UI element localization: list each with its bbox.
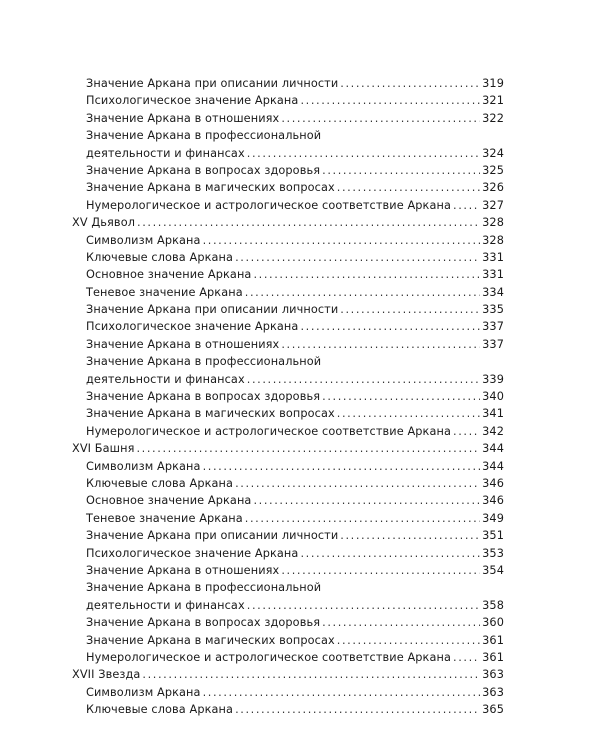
toc-leader-dots xyxy=(245,284,480,301)
toc-entry xyxy=(72,371,504,388)
toc-entry-title: Ключевые слова Аркана xyxy=(86,250,234,264)
toc-entry xyxy=(72,75,504,92)
toc-entry xyxy=(72,684,504,701)
toc-leader-dots xyxy=(247,371,480,388)
toc-entry-title: Значение Аркана в профессиональной xyxy=(86,129,322,143)
toc-entry xyxy=(72,127,504,144)
toc-leader-dots xyxy=(247,597,480,614)
toc-leader-dots xyxy=(203,684,481,701)
toc-entry xyxy=(72,614,504,631)
toc-entry-title: Символизм Аркана xyxy=(86,685,201,699)
toc-entry xyxy=(72,232,504,249)
toc-entry xyxy=(72,492,504,509)
toc-entry-title: Значение Аркана в вопросах здоровья xyxy=(86,390,321,404)
toc-page-number: 358 xyxy=(482,598,504,612)
toc-leader-dots xyxy=(322,614,480,631)
toc-entry-title: Значение Аркана в отношениях xyxy=(86,337,280,351)
toc-leader-dots xyxy=(337,632,480,649)
toc-leader-dots xyxy=(281,336,480,353)
toc-entry xyxy=(72,597,504,614)
toc-entry xyxy=(72,162,504,179)
toc-leader-dots xyxy=(235,249,480,266)
toc-entry-title: Значение Аркана в профессиональной xyxy=(86,581,322,595)
toc-chapter-entry xyxy=(72,440,504,457)
toc-leader-dots xyxy=(340,527,480,544)
toc-leader-dots xyxy=(253,492,480,509)
toc-leader-dots xyxy=(322,162,480,179)
toc-entry-title: Значение Аркана в вопросах здоровья xyxy=(86,616,321,630)
toc-entry xyxy=(72,179,504,196)
toc-entry-title: Значение Аркана в магических вопросах xyxy=(86,407,335,421)
toc-entry xyxy=(72,475,504,492)
toc-entry xyxy=(72,301,504,318)
toc-leader-dots xyxy=(337,179,480,196)
toc-entry xyxy=(72,266,504,283)
toc-page-number: 346 xyxy=(482,476,504,490)
toc-page-number: 321 xyxy=(482,94,504,108)
toc-page-number: 360 xyxy=(482,616,504,630)
toc-entry xyxy=(72,336,504,353)
toc-entry xyxy=(72,405,504,422)
toc-page-number: 326 xyxy=(482,181,504,195)
toc-entry-title: Значение Аркана при описании личности xyxy=(86,303,339,317)
toc-leader-dots xyxy=(300,318,480,335)
toc-entry-title: Психологическое значение Аркана xyxy=(86,94,299,108)
toc-page-number: 342 xyxy=(482,424,504,438)
toc-entry-title: Основное значение Аркана xyxy=(86,494,252,508)
toc-entry-title: Значение Аркана при описании личности xyxy=(86,77,339,90)
toc-leader-dots xyxy=(453,197,480,214)
toc-leader-dots xyxy=(235,701,480,718)
toc-entry-title: Нумерологическое и астрологическое соответствие Аркана xyxy=(86,650,451,664)
toc-page-number: 353 xyxy=(482,546,504,560)
toc-entry xyxy=(72,545,504,562)
toc-entry-title: Значение Аркана в отношениях xyxy=(86,111,280,125)
table-of-contents xyxy=(72,75,504,718)
toc-page-number: 331 xyxy=(482,250,504,264)
toc-leader-dots xyxy=(453,423,480,440)
toc-page-number: 339 xyxy=(482,372,504,386)
toc-entry-title: Символизм Аркана xyxy=(86,459,201,473)
toc-entry-title: Теневое значение Аркана xyxy=(86,511,243,525)
toc-entry xyxy=(72,562,504,579)
toc-entry xyxy=(72,632,504,649)
toc-page-number: 331 xyxy=(482,268,504,282)
toc-entry-title: Ключевые слова Аркана xyxy=(86,703,234,717)
toc-page-number: 334 xyxy=(482,285,504,299)
toc-leader-dots xyxy=(203,458,481,475)
toc-entry xyxy=(72,423,504,440)
toc-entry xyxy=(72,649,504,666)
toc-page-number: 341 xyxy=(482,407,504,421)
toc-leader-dots xyxy=(245,510,480,527)
toc-entry-title: Теневое значение Аркана xyxy=(86,285,243,299)
toc-leader-dots xyxy=(300,545,480,562)
toc-leader-dots xyxy=(337,405,480,422)
toc-entry xyxy=(72,249,504,266)
toc-entry-title: Психологическое значение Аркана xyxy=(86,546,299,560)
toc-entry xyxy=(72,318,504,335)
toc-page-number: 365 xyxy=(482,703,504,717)
toc-entry-title: деятельности и финансах xyxy=(86,372,245,386)
toc-leader-dots xyxy=(235,475,480,492)
toc-entry-title: Символизм Аркана xyxy=(86,233,201,247)
toc-leader-dots xyxy=(340,75,480,92)
toc-page-number: 344 xyxy=(482,459,504,473)
toc-page-number: 340 xyxy=(482,390,504,404)
toc-page-number: 337 xyxy=(482,320,504,334)
toc-page-number: 349 xyxy=(482,511,504,525)
toc-page-number: 361 xyxy=(482,633,504,647)
toc-page-number: 361 xyxy=(482,650,504,664)
toc-page-number: 344 xyxy=(482,442,504,456)
toc-page-number: 327 xyxy=(482,198,504,212)
toc-entry-title: Ключевые слова Аркана xyxy=(86,476,234,490)
toc-page-number: 328 xyxy=(482,233,504,247)
toc-entry-title: XV Дьявол xyxy=(72,216,136,230)
toc-entry-title: деятельности и финансах xyxy=(86,146,245,160)
toc-entry-title: XVII Звезда xyxy=(72,668,141,682)
toc-page-number: 346 xyxy=(482,494,504,508)
toc-entry xyxy=(72,579,504,596)
toc-entry xyxy=(72,510,504,527)
toc-leader-dots xyxy=(281,110,480,127)
toc-entry xyxy=(72,701,504,718)
toc-page-number: 335 xyxy=(482,303,504,317)
toc-entry-title: XVI Башня xyxy=(72,442,135,456)
toc-leader-dots xyxy=(340,301,480,318)
toc-page-number: 324 xyxy=(482,146,504,160)
toc-page-number: 351 xyxy=(482,529,504,543)
toc-leader-dots xyxy=(322,388,480,405)
toc-leader-dots xyxy=(281,562,480,579)
toc-entry xyxy=(72,92,504,109)
toc-page-number: 363 xyxy=(482,668,504,682)
toc-entry-title: Нумерологическое и астрологическое соответствие Аркана xyxy=(86,198,451,212)
toc-entry-title: деятельности и финансах xyxy=(86,598,245,612)
toc-entry xyxy=(72,458,504,475)
toc-leader-dots xyxy=(136,440,480,457)
toc-page-number: 319 xyxy=(482,77,504,90)
toc-entry-title: Значение Аркана в магических вопросах xyxy=(86,633,335,647)
toc-chapter-entry xyxy=(72,214,504,231)
toc-entry-title: Значение Аркана в вопросах здоровья xyxy=(86,163,321,177)
toc-page-number: 328 xyxy=(482,216,504,230)
toc-entry-title: Значение Аркана в магических вопросах xyxy=(86,181,335,195)
toc-page-number: 354 xyxy=(482,563,504,577)
toc-chapter-entry xyxy=(72,666,504,683)
toc-leader-dots xyxy=(142,666,480,683)
toc-leader-dots xyxy=(137,214,480,231)
toc-leader-dots xyxy=(300,92,480,109)
toc-entry xyxy=(72,110,504,127)
toc-leader-dots xyxy=(253,266,480,283)
toc-entry-title: Значение Аркана в профессиональной xyxy=(86,355,322,369)
toc-entry-title: Основное значение Аркана xyxy=(86,268,252,282)
toc-entry-title: Значение Аркана при описании личности xyxy=(86,529,339,543)
toc-page-number: 322 xyxy=(482,111,504,125)
toc-page-number: 337 xyxy=(482,337,504,351)
toc-leader-dots xyxy=(203,232,481,249)
toc-entry xyxy=(72,284,504,301)
toc-entry xyxy=(72,197,504,214)
toc-entry-title: Нумерологическое и астрологическое соответствие Аркана xyxy=(86,424,451,438)
toc-entry xyxy=(72,353,504,370)
toc-entry xyxy=(72,527,504,544)
toc-leader-dots xyxy=(247,145,480,162)
toc-leader-dots xyxy=(453,649,480,666)
toc-page-number: 363 xyxy=(482,685,504,699)
toc-entry-title: Психологическое значение Аркана xyxy=(86,320,299,334)
toc-page-number: 325 xyxy=(482,163,504,177)
toc-entry xyxy=(72,145,504,162)
toc-entry-title: Значение Аркана в отношениях xyxy=(86,563,280,577)
toc-entry xyxy=(72,388,504,405)
